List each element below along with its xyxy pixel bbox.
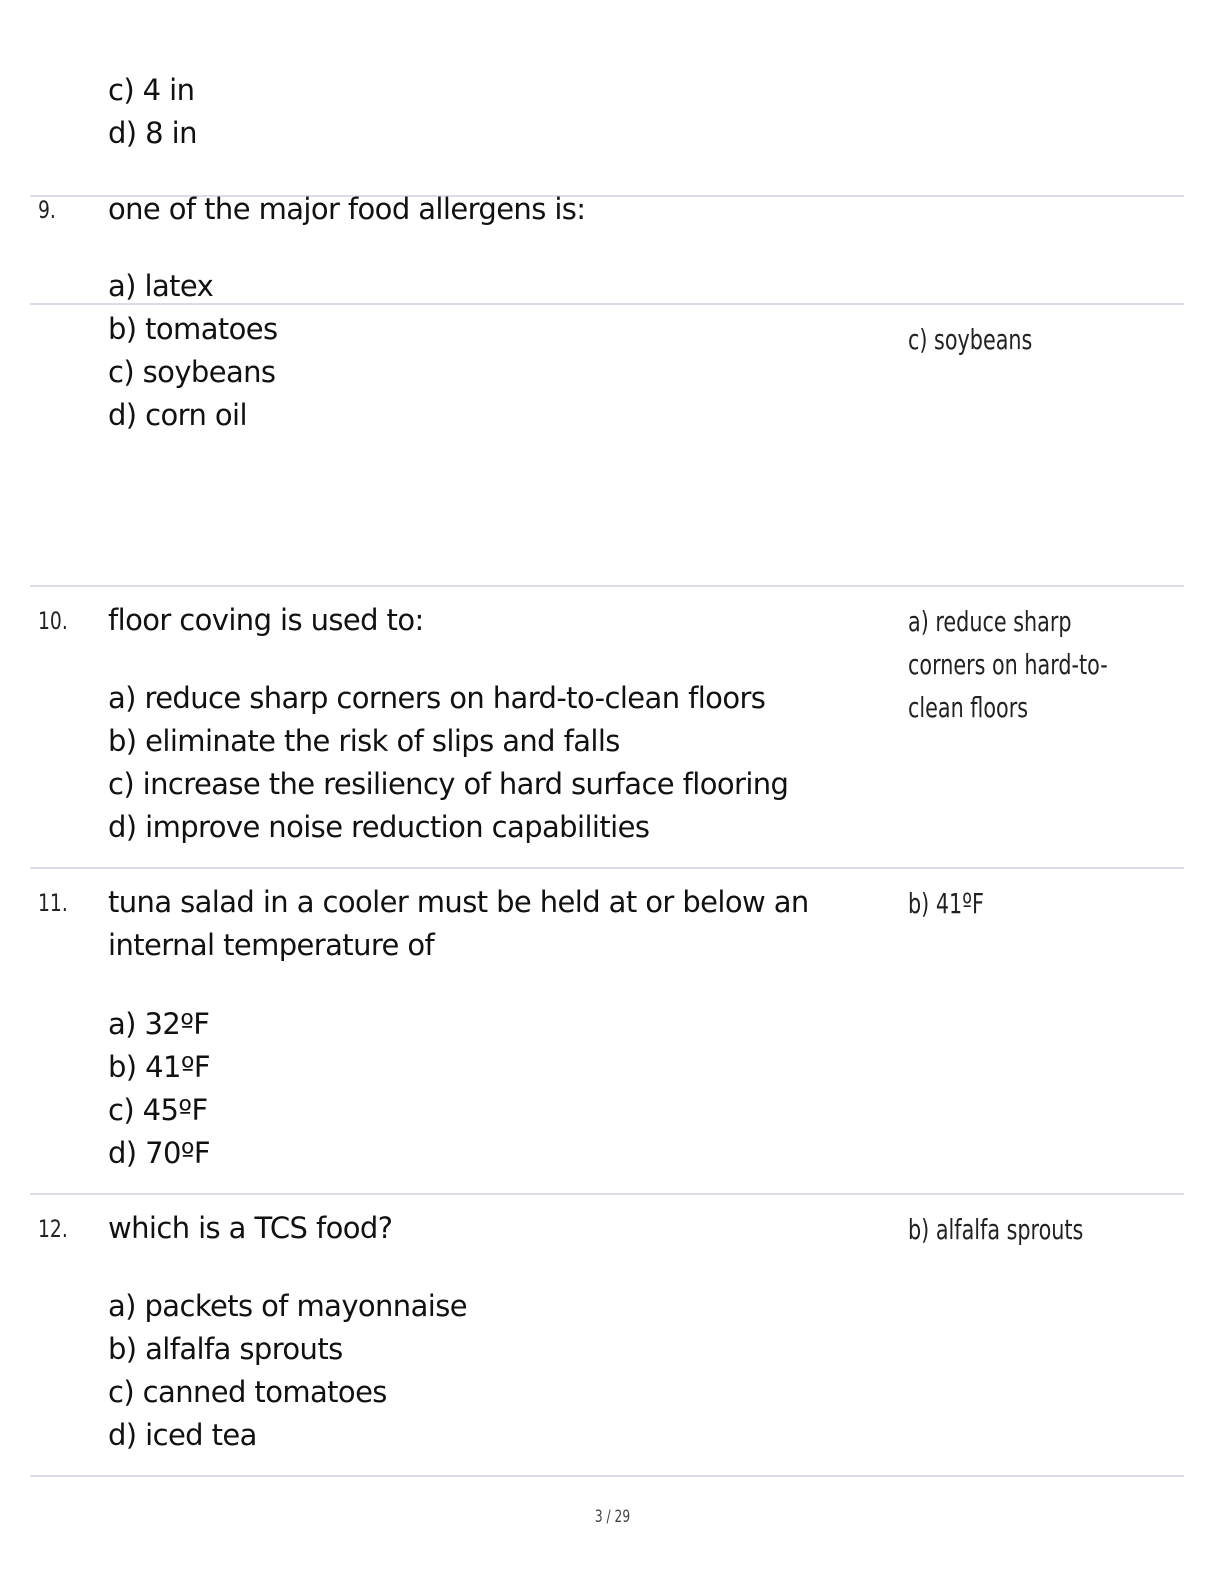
option: c) increase the resiliency of hard surface flooring [108, 767, 789, 801]
option: c) canned tomatoes [108, 1375, 387, 1409]
answer-text: b) alfalfa sprouts [908, 1213, 1084, 1246]
row-divider [30, 1475, 1184, 1477]
option: d) iced tea [108, 1418, 257, 1452]
answer-text: a) reduce sharp corners on hard-to-clean floors [908, 605, 1108, 724]
answer-text: c) soybeans [908, 323, 1033, 356]
question-number: 10. [38, 607, 68, 635]
question-text: which is a TCS food? [108, 1211, 393, 1245]
page-number: 3 / 29 [594, 1507, 630, 1527]
question-text: tuna salad in a cooler must be held at or below an internal temperature of [108, 885, 809, 962]
question-options [108, 1003, 210, 1175]
row-divider [30, 867, 1184, 869]
question-options [108, 1285, 467, 1457]
row-divider [30, 1193, 1184, 1195]
answer-text: b) 41ºF [908, 887, 984, 920]
option: c) 4 in [108, 73, 195, 107]
option: b) alfalfa sprouts [108, 1332, 343, 1366]
option: d) corn oil [108, 398, 247, 432]
option: a) reduce sharp corners on hard-to-clean floors [108, 681, 766, 715]
page-footer [0, 1507, 1224, 1527]
question-options [108, 677, 788, 849]
option: b) tomatoes [108, 312, 278, 346]
option: a) 32ºF [108, 1007, 210, 1041]
question-number: 9. [38, 196, 56, 224]
question-number: 12. [38, 1215, 68, 1243]
row-divider [30, 585, 1184, 587]
question-text: one of the major food allergens is: [108, 192, 586, 226]
question-options [108, 265, 278, 437]
option: b) eliminate the risk of slips and falls [108, 724, 620, 758]
question-number: 11. [38, 889, 68, 917]
option: a) latex [108, 269, 214, 303]
option: c) soybeans [108, 355, 276, 389]
option: a) packets of mayonnaise [108, 1289, 467, 1323]
option: d) 70ºF [108, 1136, 210, 1170]
option: d) 8 in [108, 116, 197, 150]
option: d) improve noise reduction capabilities [108, 810, 650, 844]
option: b) 41ºF [108, 1050, 210, 1084]
option: c) 45ºF [108, 1093, 208, 1127]
question-text: floor coving is used to: [108, 603, 424, 637]
prev-question-options [108, 69, 197, 155]
